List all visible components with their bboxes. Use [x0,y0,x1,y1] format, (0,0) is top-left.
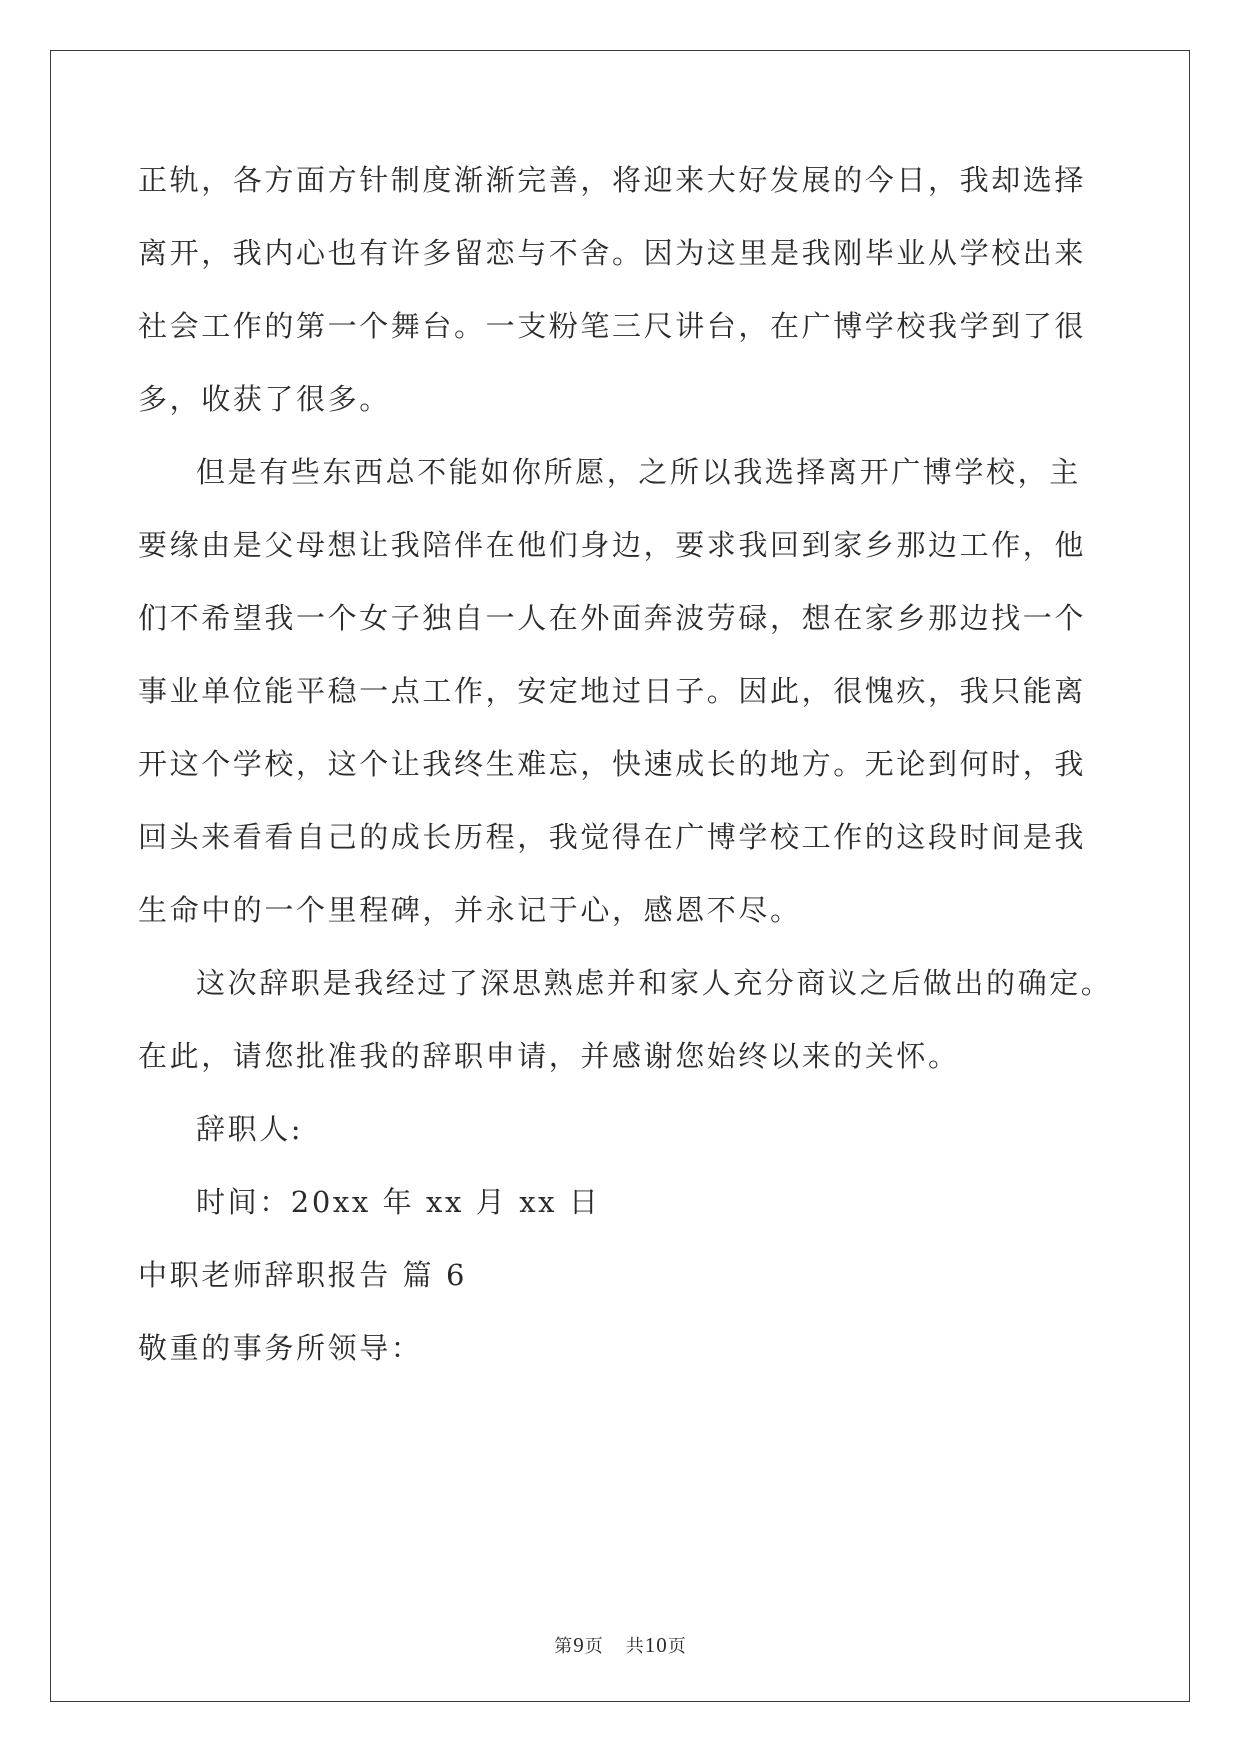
page-prefix: 第 [554,1636,574,1657]
signature-label: 辞职人: [196,1112,304,1146]
total-page-number: 10 [644,1633,668,1657]
paragraph-line: 社会工作的第一个舞台。一支粉笔三尺讲台，在广博学校我学到了很 [138,309,1087,343]
page-border [50,50,1190,1702]
page-mid: 页 [584,1636,604,1657]
paragraph-line: 开这个学校，这个让我终生难忘，快速成长的地方。无论到何时，我 [138,747,1087,781]
paragraph-line: 回头来看看自己的成长历程，我觉得在广博学校工作的这段时间是我 [138,820,1087,854]
date-line: 时间：20xx 年 xx 月 xx 日 [196,1185,601,1219]
current-page-number: 9 [573,1633,585,1657]
page-footer [0,1632,1241,1658]
section-heading: 中职老师辞职报告 篇 6 [138,1258,468,1292]
paragraph-line: 正轨，各方面方针制度渐渐完善，将迎来大好发展的今日，我却选择 [138,163,1087,197]
paragraph-line: 要缘由是父母想让我陪伴在他们身边，要求我回到家乡那边工作，他 [138,528,1087,562]
paragraph-line: 在此，请您批准我的辞职申请，并感谢您始终以来的关怀。 [138,1039,960,1073]
total-suffix: 页 [667,1636,687,1657]
paragraph-line: 生命中的一个里程碑，并永记于心，感恩不尽。 [138,893,802,927]
paragraph-line: 们不希望我一个女子独自一人在外面奔波劳碌，想在家乡那边找一个 [138,601,1087,635]
paragraph-line: 但是有些东西总不能如你所愿，之所以我选择离开广博学校，主 [196,455,1081,489]
salutation: 敬重的事务所领导： [138,1331,423,1365]
total-prefix: 共 [625,1636,645,1657]
paragraph-line: 事业单位能平稳一点工作，安定地过日子。因此，很愧疚，我只能离 [138,674,1087,708]
paragraph-line: 这次辞职是我经过了深思熟虑并和家人充分商议之后做出的确定。 [196,966,1113,1000]
paragraph-line: 多，收获了很多。 [138,382,391,416]
paragraph-line: 离开，我内心也有许多留恋与不舍。因为这里是我刚毕业从学校出来 [138,236,1087,270]
